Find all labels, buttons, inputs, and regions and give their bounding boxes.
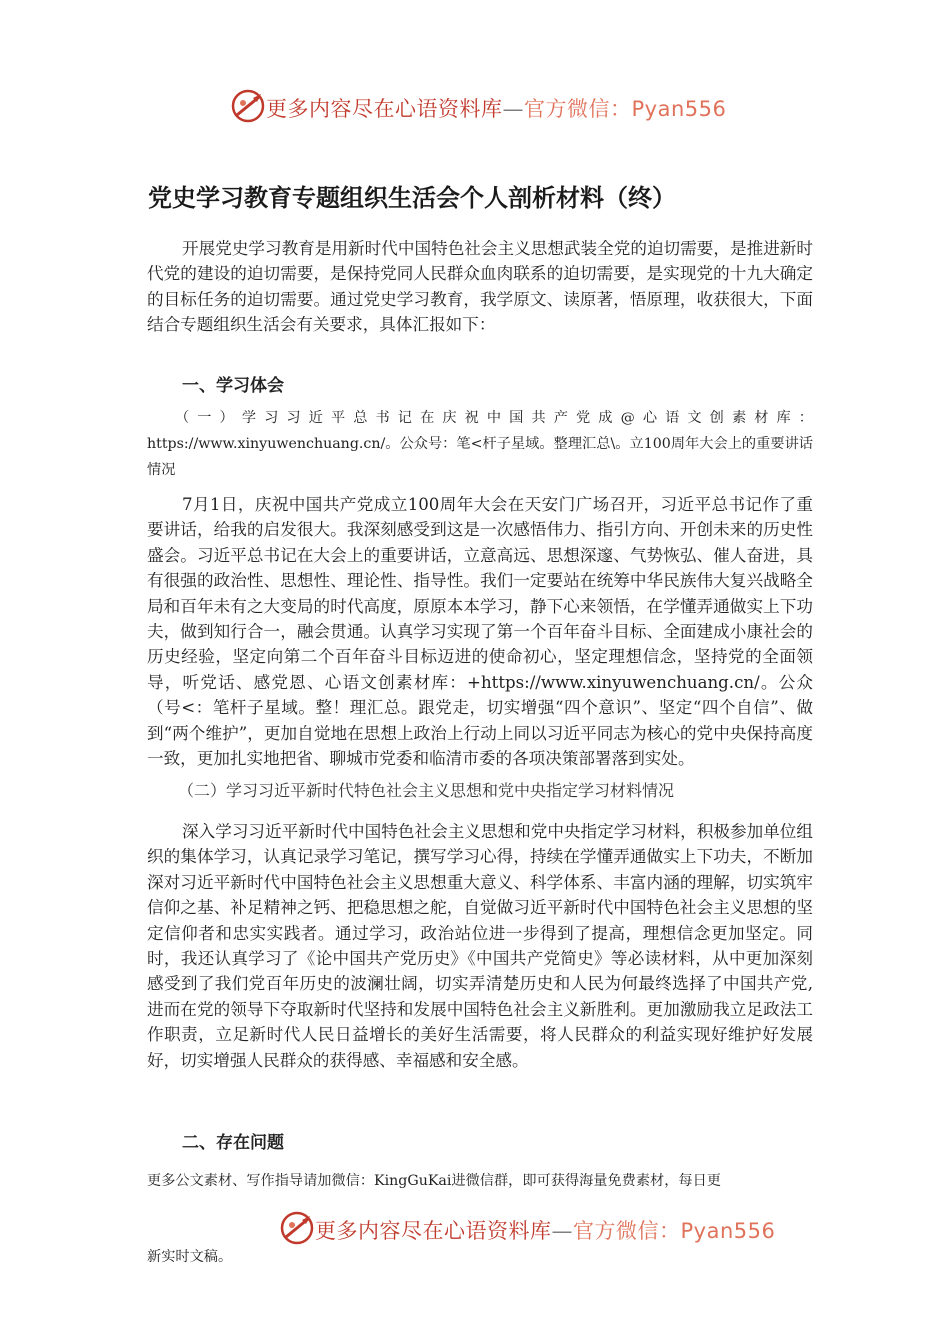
banner-wechat: 官方微信：Pyan556 [524, 97, 727, 121]
brand-logo-icon [228, 86, 268, 126]
brand-logo-icon [277, 1208, 317, 1248]
header-banner [0, 86, 950, 126]
footer-banner [0, 1208, 950, 1248]
banner-separator: — [502, 97, 524, 121]
banner-text [315, 1215, 775, 1245]
section2-heading: 二、存在问题 [182, 1133, 284, 1153]
banner-brand: 更多内容尽在心语资料库 [266, 97, 503, 121]
section1-sub1: （一）学习习近平总书记在庆祝中国共产党成@心语文创素材库：https://www.xinyuwenchuang.cn/。公众号：笔<杆子星域。整理汇总\。立100周年大会上的重要讲话情况 [147, 410, 813, 478]
banner-separator: — [551, 1219, 573, 1243]
banner-wechat: 官方微信：Pyan556 [573, 1219, 776, 1243]
banner-text [266, 93, 726, 123]
page-title: 党史学习教育专题组织生活会个人剖析材料（终） [148, 184, 676, 212]
section1-heading: 一、学习体会 [182, 376, 284, 396]
section1-sub2: （二）学习习近平新时代特色社会主义思想和党中央指定学习材料情况 [178, 781, 675, 800]
section1-para2: 深入学习习近平新时代中国特色社会主义思想和党中央指定学习材料，积极参加单位组织的集体学习，认真记录学习笔记，撰写学习心得，持续在学懂弄通做实上下功夫，不断加深对习近平新时代中国特色社会主义思想重大意义、科学体系、丰富内涵的理解，切实筑牢信仰之基、补足精神之钙、把稳思想之舵，自觉做习近平新时代中国特色社会主义思想的坚定信仰者和忠实实践者。通过学习，政治站位进一步得到了提高，理想信念更加坚定。同时，我还认真学习了《论中国共产党历史》《中国共产党简史》等必读材料，从中更加深刻感受到了我们党百年历史的波澜壮阔，切实弄清楚历史和人民为何最终选择了中国共产党,进而在党的领导下夺取新时代坚持和发展中国特色社会主义新胜利。更加激励我立足政法工作职责，立足新时代人民日益增长的美好生活需要，将人民群众的利益实现好维护好发展好，切实增强人民群众的获得感、幸福感和安全感。 [147, 822, 813, 1070]
section1-para1: 7月1日，庆祝中国共产党成立100周年大会在天安门广场召开，习近平总书记作了重要讲话，给我的启发很大。我深刻感受到这是一次感悟伟力、指引方向、开创未来的历史性盛会。习近平总书记在大会上的重要讲话，立意高远、思想深邃、气势恢弘、催人奋进，具有很强的政治性、思想性、理论性、指导性。我们一定要站在统筹中华民族伟大复兴战略全局和百年未有之大变局的时代高度，原原本本学习，静下心来领悟，在学懂弄通做实上下功夫，做到知行合一，融会贯通。认真学习实现了第一个百年奋斗目标、全面建成小康社会的历史经验，坚定向第二个百年奋斗目标迈进的使命初心，坚定理想信念，坚持党的全面领导，听党话、感党恩、心语文创素材库：+https://www.xinyuwenchuang.cn/。公众（号<：笔杆子星域。整！理汇总。跟党走，切实增强“四个意识”、坚定“四个自信”、做到“两个维护”，更加自觉地在思想上政治上行动上同以习近平同志为核心的党中央保持高度一致，更加扎实地把省、聊城市党委和临清市委的各项决策部署落到实处。 [147, 495, 813, 769]
intro-paragraph: 开展党史学习教育是用新时代中国特色社会主义思想武装全党的迫切需要，是推进新时代党的建设的迫切需要，是保持党同人民群众血肉联系的迫切需要，是实现党的十九大确定的目标任务的迫切需要。通过党史学习教育，我学原文、读原著，悟原理，收获很大，下面结合专题组织生活会有关要求，具体汇报如下： [147, 239, 813, 335]
banner-brand: 更多内容尽在心语资料库 [315, 1219, 552, 1243]
footer-note-1: 更多公文素材、写作指导请加微信：KingGuKai进微信群，即可获得海量免费素材，每日更 [147, 1173, 721, 1189]
footer-note-2: 新实时文稿。 [147, 1249, 233, 1265]
